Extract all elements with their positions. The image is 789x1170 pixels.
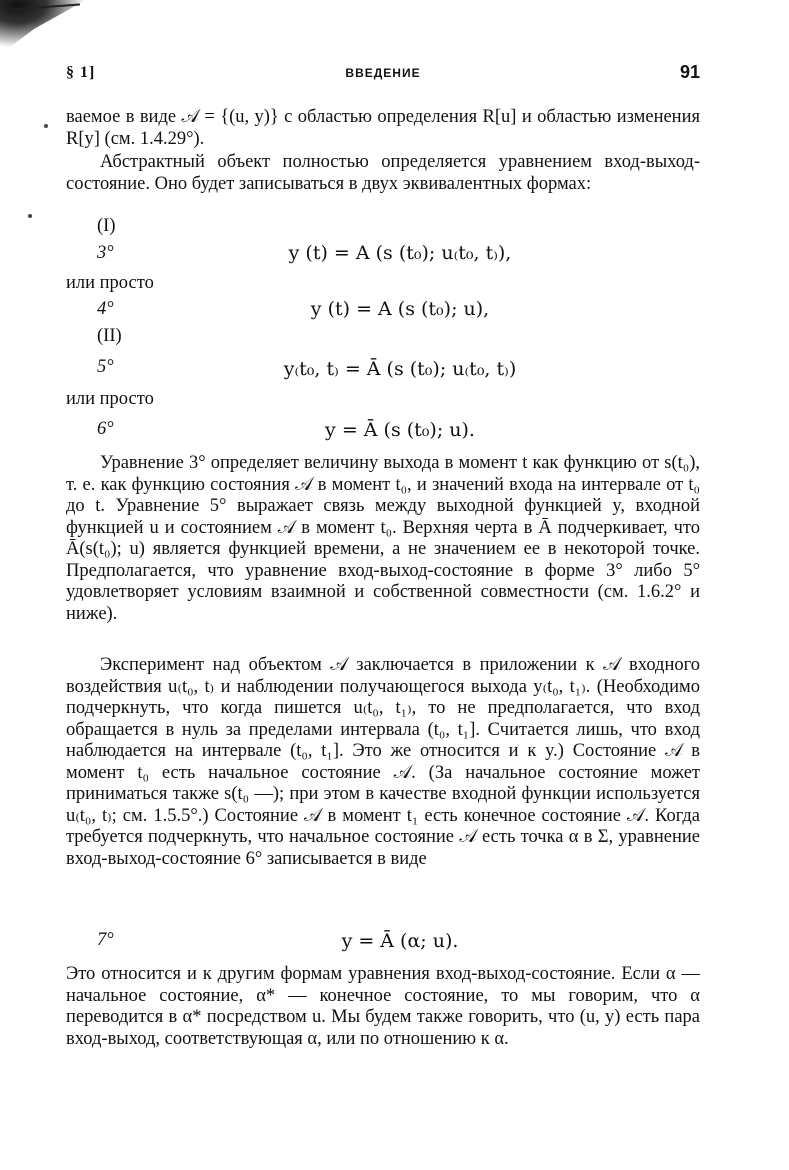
equation-number: 5°: [97, 357, 114, 377]
page-number: 91: [679, 62, 700, 82]
margin-mark: [44, 124, 48, 128]
section-mark: § 1]: [66, 64, 96, 81]
chapter-title: ВВЕДЕНИЕ: [345, 66, 421, 80]
equation-7: y = Ā (α; u).: [341, 930, 459, 952]
equation-number: 6°: [97, 419, 114, 439]
paragraph-text: ваемое в виде 𝒜 = {(u, y)} с областью определения R[u] и областью изменения R[y] (см. 1.4.29°).: [66, 107, 700, 149]
equation-number: 3°: [97, 243, 114, 263]
paragraph-text: Уравнение 3° определяет величину выхода в момент t как функцию от s(t₀), т. е. как функцию состояния 𝒜 в момент t₀, и значений входа на интервале от t₀ до t. Уравнение 5° выражает связь между выходной функцией y, входной функцией u и состоянием 𝒜 в момент t₀. Верхняя черта в Ā подчеркивает, что Ā(s(t₀); u) является функцией времени, а не значением ее в некоторой точке. Предполагается, что уравнение вход-выход-состояние в форме 3° либо 5° удовлетворяет условиям взаимной и собственной совместности (см. 1.6.2° и ниже).: [66, 453, 700, 624]
form-label-1: (I): [97, 216, 116, 236]
paragraph-3: [66, 453, 700, 625]
equation-4: y (t) = A (s (t₀); u),: [310, 298, 490, 320]
paragraph-5: [66, 964, 700, 1050]
equation-number: 7°: [97, 930, 114, 950]
running-header: [66, 62, 700, 86]
equation-number: 4°: [97, 299, 114, 319]
form-label-2: (II): [97, 326, 122, 346]
or-simply-label: или просто: [66, 389, 154, 409]
paragraph-text: Это относится и к другим формам уравнения вход-выход-состояние. Если α — начальное состояние, α* — конечное состояние, то мы говорим, что α переводится в α* посредством u. Мы будем также говорить, что (u, y) есть пара вход-выход, соответствующая α, или по отношению к α.: [66, 964, 700, 1049]
paragraph-1: [66, 107, 700, 150]
margin-mark: [28, 214, 32, 218]
equation-5: y₍t₀, t₎ = Ā (s (t₀); u₍t₀, t₎): [283, 358, 517, 380]
or-simply-label: или просто: [66, 273, 154, 293]
paragraph-4: [66, 655, 700, 870]
equation-6: y = Ā (s (t₀); u).: [325, 419, 475, 441]
equation-3: y (t) = A (s (t₀); u₍t₀, t₎),: [288, 242, 512, 264]
paragraph-text: Эксперимент над объектом 𝒜 заключается в приложении к 𝒜 входного воздействия u₍t₀, t₎ и наблюдении получающегося выхода y₍t₀, t₁₎. (Необходимо подчеркнуть, что когда пишется u₍t₀, t₁₎, то не предполагается, что вход обращается в нуль за пределами интервала (t₀, t₁]. Считается лишь, что вход наблюдается на интервале (t₀, t₁]. Это же относится и к y.) Состояние 𝒜 в момент t₀ есть начальное состояние 𝒜. (За начальное состояние может приниматься также s(t₀ —); при этом в качестве входной функции используется u₍t₀, t₎; см. 1.5.5°.) Состояние 𝒜 в момент t₁ есть конечное состояние 𝒜. Когда требуется подчеркнуть, что начальное состояние 𝒜 есть точка α в Σ, уравнение вход-выход-состояние 6° записывается в виде: [66, 655, 700, 869]
paragraph-text: Абстрактный объект полностью определяется уравнением вход-выход-состояние. Оно будет записываться в двух эквивалентных формах:: [66, 152, 700, 194]
paragraph-2: [66, 152, 700, 195]
